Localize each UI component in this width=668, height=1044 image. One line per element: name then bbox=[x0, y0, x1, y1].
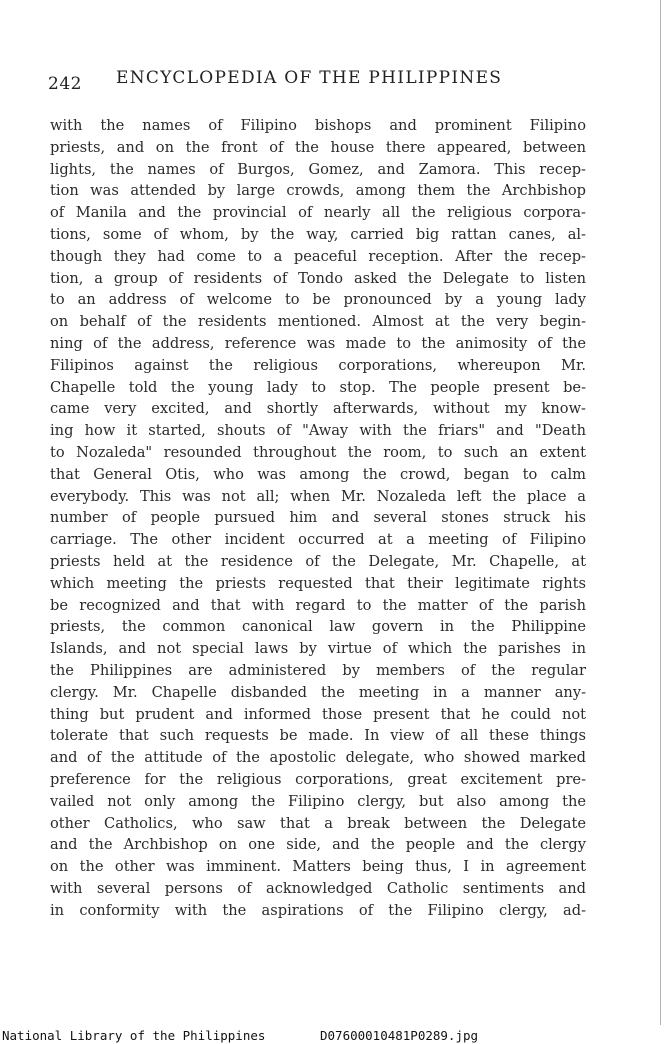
text-line: with the names of Filipino bishops and prominent Filipino bbox=[50, 117, 586, 134]
text-line: thing but prudent and informed those present that he could not bbox=[50, 705, 586, 723]
text-line: and the Archbishop on one side, and the people and the clergy bbox=[50, 836, 586, 854]
text-line: number of people pursued him and several stones struck his bbox=[50, 509, 586, 527]
text-line: to an address of welcome to be pronounced by a young lady bbox=[50, 291, 586, 309]
text-line: preference for the religious corporations, great excitement pre- bbox=[50, 770, 586, 788]
text-line: that General Otis, who was among the crowd, began to calm bbox=[50, 465, 586, 483]
text-line: Islands, and not special laws by virtue of which the parishes in bbox=[50, 640, 586, 658]
text-line: ing how it started, shouts of "Away with the friars" and "Death bbox=[50, 422, 586, 440]
text-line: clergy. Mr. Chapelle disbanded the meeting in a manner any- bbox=[50, 683, 586, 701]
text-line: ning of the address, reference was made to the animosity of the bbox=[50, 334, 586, 352]
text-line: the Philippines are administered by members of the regular bbox=[50, 661, 586, 679]
text-line: carriage. The other incident occurred at a meeting of Filipino bbox=[50, 531, 586, 549]
body-text bbox=[50, 115, 586, 921]
text-line: tion was attended by large crowds, among them the Archbishop bbox=[50, 182, 586, 200]
text-line: priests held at the residence of the Delegate, Mr. Chapelle, at bbox=[50, 552, 586, 570]
text-line: tions, some of whom, by the way, carried big rattan canes, al- bbox=[50, 225, 586, 243]
text-line: priests, and on the front of the house there appeared, between bbox=[50, 138, 586, 156]
text-line: though they had come to a peaceful reception. After the recep- bbox=[50, 247, 586, 265]
text-line: other Catholics, who saw that a break between the Delegate bbox=[50, 814, 586, 832]
text-line: tolerate that such requests be made. In view of all these things bbox=[50, 727, 586, 745]
text-line: which meeting the priests requested that their legitimate rights bbox=[50, 574, 586, 592]
text-line: on the other was imminent. Matters being thus, I in agreement bbox=[50, 858, 586, 876]
footer-library-name: National Library of the Philippines bbox=[2, 1028, 266, 1043]
text-line: tion, a group of residents of Tondo asked the Delegate to listen bbox=[50, 269, 586, 287]
footer-filename: D07600010481P0289.jpg bbox=[320, 1028, 479, 1043]
text-line: everybody. This was not all; when Mr. Nozaleda left the place a bbox=[50, 487, 586, 505]
running-title: ENCYCLOPEDIA OF THE PHILIPPINES bbox=[116, 68, 503, 88]
text-line: Chapelle told the young lady to stop. The people present be- bbox=[50, 378, 586, 396]
text-line: vailed not only among the Filipino clergy, but also among the bbox=[50, 792, 586, 810]
text-line: on behalf of the residents mentioned. Almost at the very begin- bbox=[50, 313, 586, 331]
text-line: and of the attitude of the apostolic delegate, who showed marked bbox=[50, 749, 586, 767]
page-edge-divider bbox=[660, 0, 661, 1025]
text-line: with several persons of acknowledged Catholic sentiments and bbox=[50, 879, 586, 897]
text-line: lights, the names of Burgos, Gomez, and Zamora. This recep- bbox=[50, 160, 586, 178]
text-line: in conformity with the aspirations of the Filipino clergy, ad- bbox=[50, 901, 586, 919]
text-line: of Manila and the provincial of nearly all the religious corpora- bbox=[50, 204, 586, 222]
text-line: be recognized and that with regard to the matter of the parish bbox=[50, 596, 586, 614]
text-line: to Nozaleda" resounded throughout the room, to such an extent bbox=[50, 443, 586, 461]
text-line: priests, the common canonical law govern in the Philippine bbox=[50, 618, 586, 636]
text-line: came very excited, and shortly afterwards, without my know- bbox=[50, 400, 586, 418]
page-number: 242 bbox=[48, 74, 82, 94]
text-line: Filipinos against the religious corporations, whereupon Mr. bbox=[50, 356, 586, 374]
